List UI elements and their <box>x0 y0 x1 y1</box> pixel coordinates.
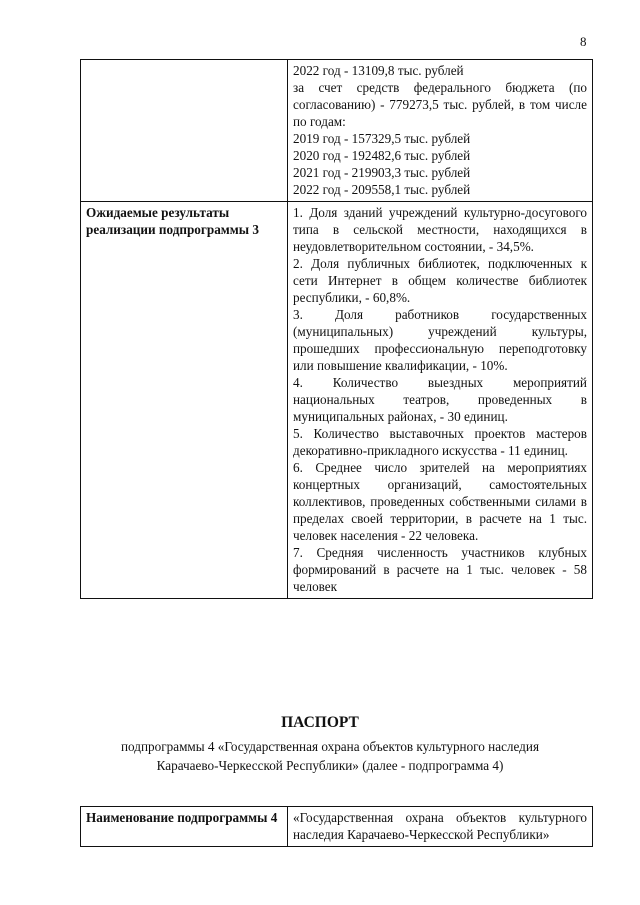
result-item: 4. Количество выездных мероприятий национальных театров, проведенных в муниципальных районах, - 30 единиц. <box>293 375 587 424</box>
result-item: 1. Доля зданий учреждений культурно-досугового типа в сельской местности, находящихся в неудовлетворительном состоянии, - 34,5%. <box>293 205 587 254</box>
table-row <box>81 202 593 599</box>
result-item: 6. Среднее число зрителей на мероприятиях концертных организаций, самостоятельных коллективов, проведенных собственными силами в пределах своей территории, в расчете на 1 тыс. человек населения - 22 человека. <box>293 460 587 543</box>
results-cell <box>288 202 593 599</box>
name-label: Наименование подпрограммы 4 <box>86 810 278 825</box>
result-item: 3. Доля работников государственных (муниципальных) учреждений культуры, прошедших профессиональную переподготовку или повышение квалификации, - 10%. <box>293 307 587 373</box>
name-value-cell <box>288 807 593 847</box>
name-value: «Государственная охрана объектов культурного наследия Карачаево-Черкесской Республики» <box>293 810 587 842</box>
funding-line: 2020 год - 192482,6 тыс. рублей <box>293 148 471 163</box>
subtitle-line: Карачаево-Черкесской Республики» (далее - подпрограмма 4) <box>156 758 504 773</box>
result-item: 5. Количество выставочных проектов мастеров декоративно-прикладного искусства - 11 единиц. <box>293 426 587 458</box>
funding-continuation-cell <box>288 60 593 202</box>
results-label-cell <box>81 202 288 599</box>
passport-title: ПАСПОРТ <box>281 714 359 731</box>
page-number: 8 <box>580 34 587 49</box>
result-item: 2. Доля публичных библиотек, подключенных к сети Интернет в общем количестве библиотек республики, - 60,8%. <box>293 256 587 305</box>
passport-table-subprogram-3 <box>80 59 593 599</box>
empty-label-cell <box>81 60 288 202</box>
table-row <box>81 807 593 847</box>
subtitle-line: подпрограммы 4 «Государственная охрана объектов культурного наследия <box>120 739 540 754</box>
funding-line: за счет средств федерального бюджета (по согласованию) - 779273,5 тыс. рублей, в том числе по годам: <box>293 80 587 129</box>
table-row <box>81 60 593 202</box>
funding-line: 2021 год - 219903,3 тыс. рублей <box>293 165 471 180</box>
result-item: 7. Средняя численность участников клубных формирований в расчете на 1 тыс. человек - 58 человек <box>293 545 587 594</box>
results-label: Ожидаемые результаты реализации подпрограммы 3 <box>86 205 259 237</box>
name-label-cell <box>81 807 288 847</box>
funding-line: 2022 год - 13109,8 тыс. рублей <box>293 63 464 78</box>
funding-line: 2019 год - 157329,5 тыс. рублей <box>293 131 471 146</box>
passport-subtitle <box>70 737 590 775</box>
funding-line: 2022 год - 209558,1 тыс. рублей <box>293 182 471 197</box>
passport-table-subprogram-4 <box>80 806 593 847</box>
